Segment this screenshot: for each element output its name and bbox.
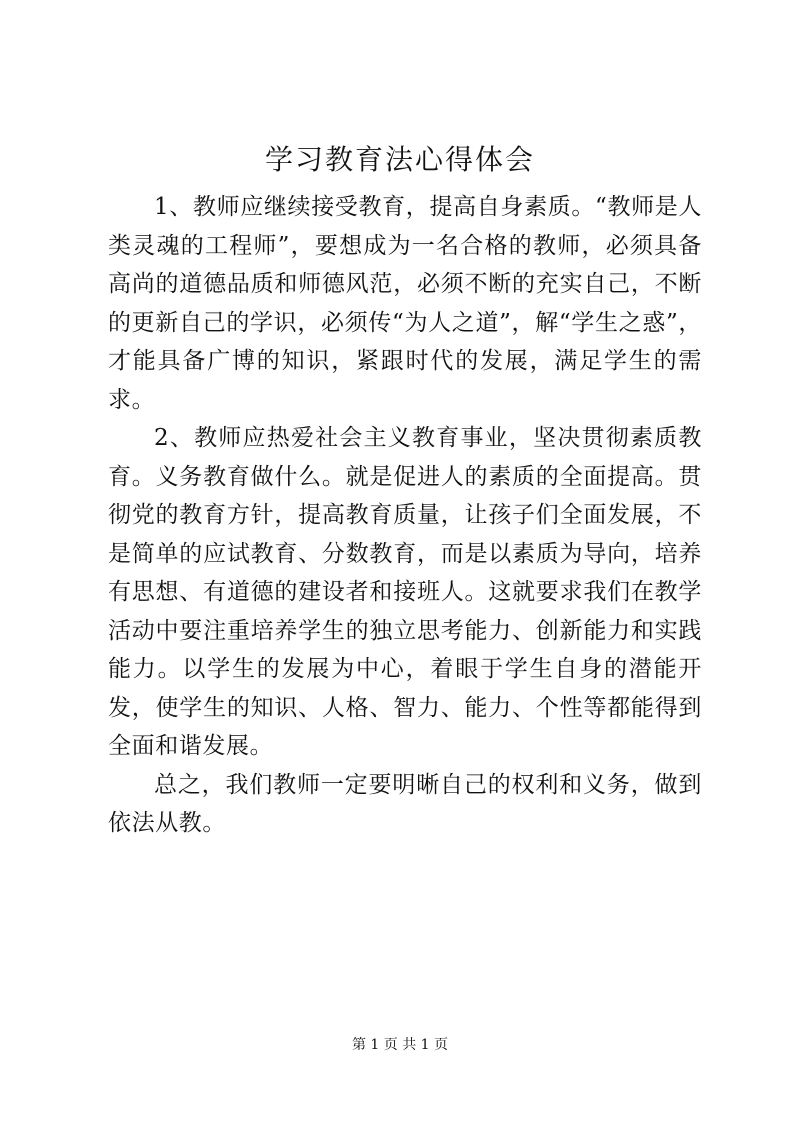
paragraph-2: 2、教师应热爱社会主义教育事业，坚决贯彻素质教育。义务教育做什么。就是促进人的素质的全面提高。贯彻党的教育方针，提高教育质量，让孩子们全面发展，不是简单的应试教育、分数教育，而是以素质为导向，培养有思想、有道德的建设者和接班人。这就要求我们在教学活动中要注重培养学生的独立思考能力、创新能力和实践能力。以学生的发展为中心，着眼于学生自身的潜能开发，使学生的知识、人格、智力、能力、个性等都能得到全面和谐发展。 — [108, 425, 702, 759]
document-body — [108, 188, 702, 843]
document-title: 学习教育法心得体会 — [264, 143, 535, 176]
paragraph-1: 1、教师应继续接受教育，提高自身素质。“教师是人类灵魂的工程师”，要想成为一名合格的教师，必须具备高尚的道德品质和师德风范，必须不断的充实自己，不断的更新自己的学识，必须传“为人之道”，解“学生之惑”，才能具备广博的知识，紧跟时代的发展，满足学生的需求。 — [108, 194, 702, 413]
paragraph-3: 总之，我们教师一定要明晰自己的权利和义务，做到依法从教。 — [108, 771, 702, 836]
page-footer: 第 1 页 共 1 页 — [351, 1037, 449, 1053]
